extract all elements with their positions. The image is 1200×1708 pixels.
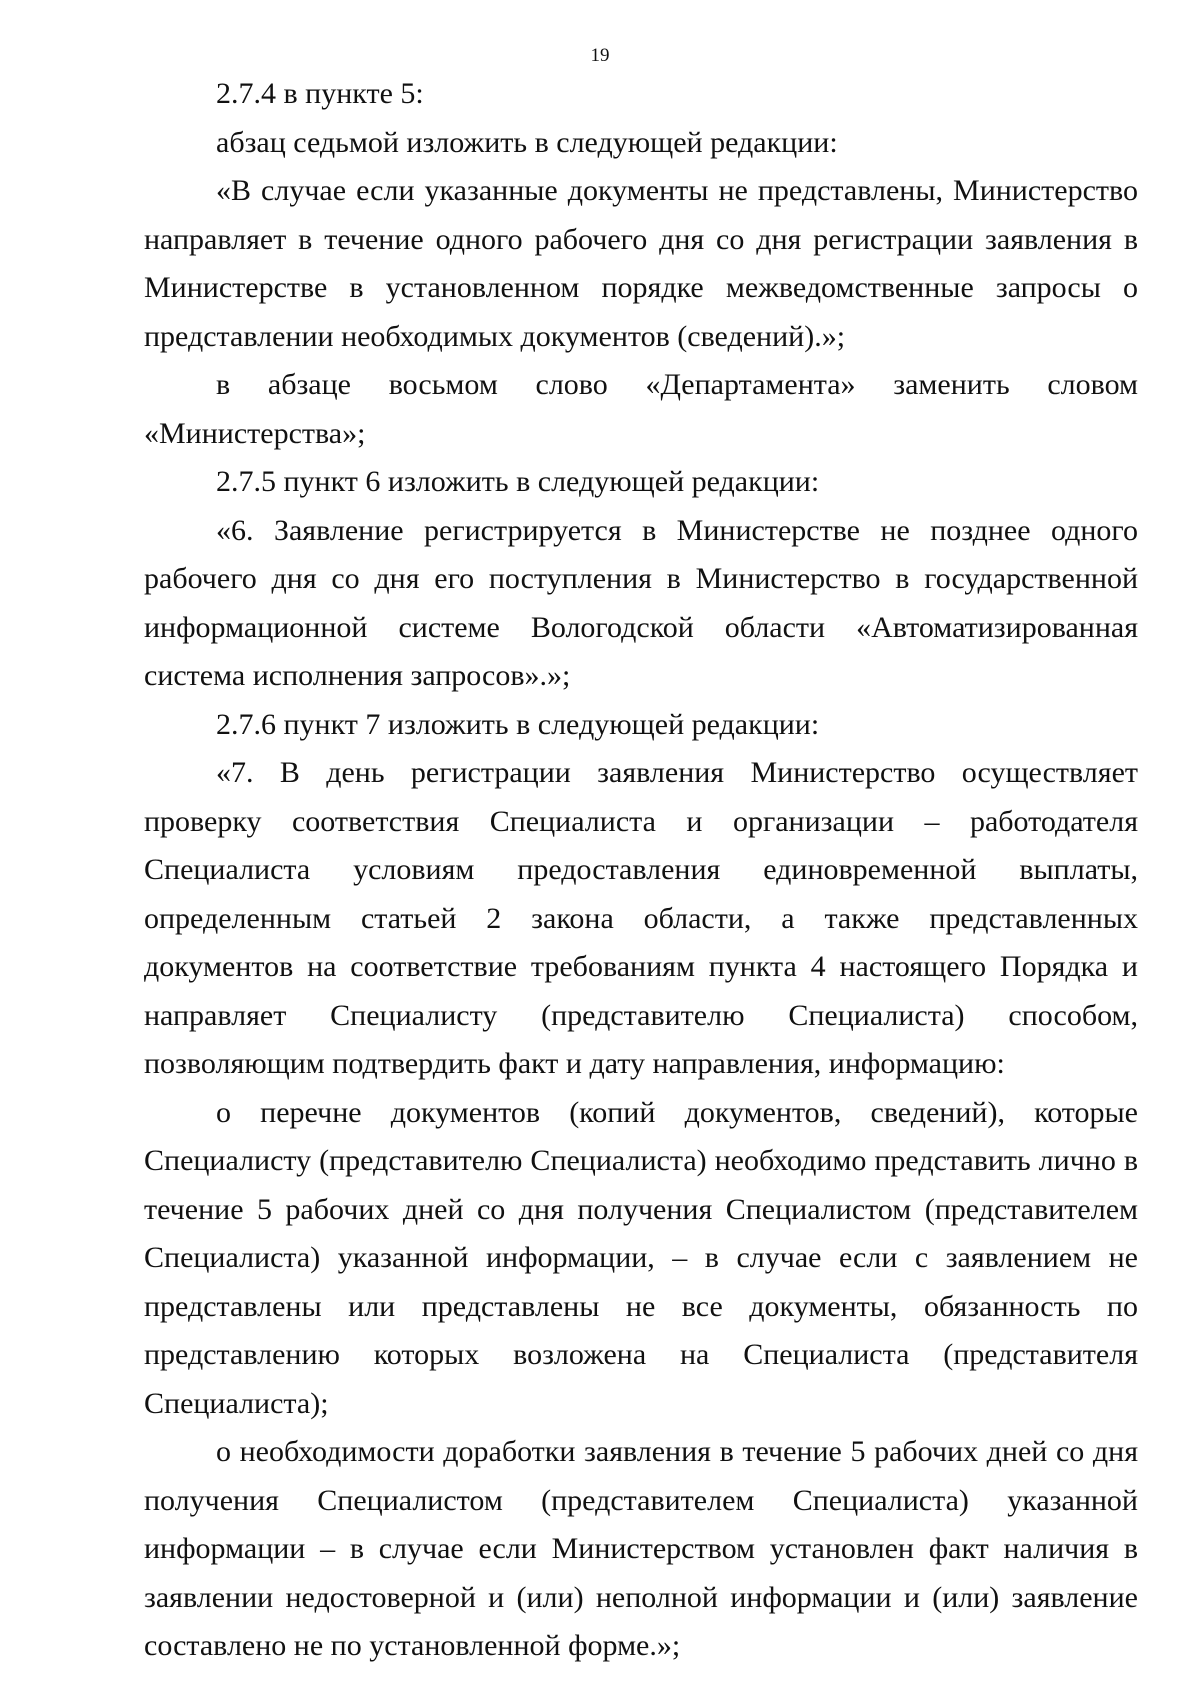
paragraph-2-7-6: 2.7.6 пункт 7 изложить в следующей редакции: — [216, 707, 820, 741]
paragraph-quote-documents: «В случае если указанные документы не представлены, Министерство направляет в течение одного рабочего дня со дня регистрации заявления в Министерстве в установленном порядке межведомственные запросы о представлении необходимых документов (сведений).»; — [144, 174, 1138, 353]
paragraph-2-7-5: 2.7.5 пункт 6 изложить в следующей редакции: — [216, 465, 820, 498]
paragraph-dorabotka: о необходимости доработки заявления в течение 5 рабочих дней со дня получения Специалистом (представителем Специалиста) указанной информации – в случае если Министерством установлен факт наличия в заявлении недостоверной и (или) неполной информации и (или) заявление составлено не по установленной форме.»; — [144, 1435, 1138, 1662]
paragraph-quote-7: «7. В день регистрации заявления Министерство осуществляет проверку соответствия Специалиста и организации – работодателя Специалиста условиям предоставления единовременной выплаты, определенным статьей 2 закона области, а также представленных документов на соответствие требованиям пункта 4 настоящего Порядка и направляет Специалисту (представителю Специалиста) способом, позволяющим подтвердить факт и дату направления, информацию: — [144, 756, 1138, 1080]
paragraph-abzac-sedmoy: абзац седьмой изложить в следующей редакции: — [216, 125, 838, 159]
paragraph-perechen: о перечне документов (копий документов, сведений), которые Специалисту (представителю Специалиста) необходимо представить лично в течение 5 рабочих дней со дня получения Специалистом (представителем Специалиста) указанной информации, – в случае если с заявлением не представлены или представлены не все документы, обязанность по представлению которых возложена на Специалиста (представителя Специалиста); — [144, 1095, 1138, 1420]
paragraph-2-7-4: 2.7.4 в пункте 5: — [216, 77, 424, 110]
document-body — [144, 70, 1138, 1671]
page-number: 19 — [590, 45, 610, 66]
paragraph-abzac-vosmoy: в абзаце восьмом слово «Департамента» заменить словом «Министерства»; — [144, 368, 1138, 450]
paragraph-quote-6: «6. Заявление регистрируется в Министерстве не позднее одного рабочего дня со дня его поступления в Министерство в государственной информационной системе Вологодской области «Автоматизированная система исполнения запросов».»; — [144, 513, 1138, 692]
